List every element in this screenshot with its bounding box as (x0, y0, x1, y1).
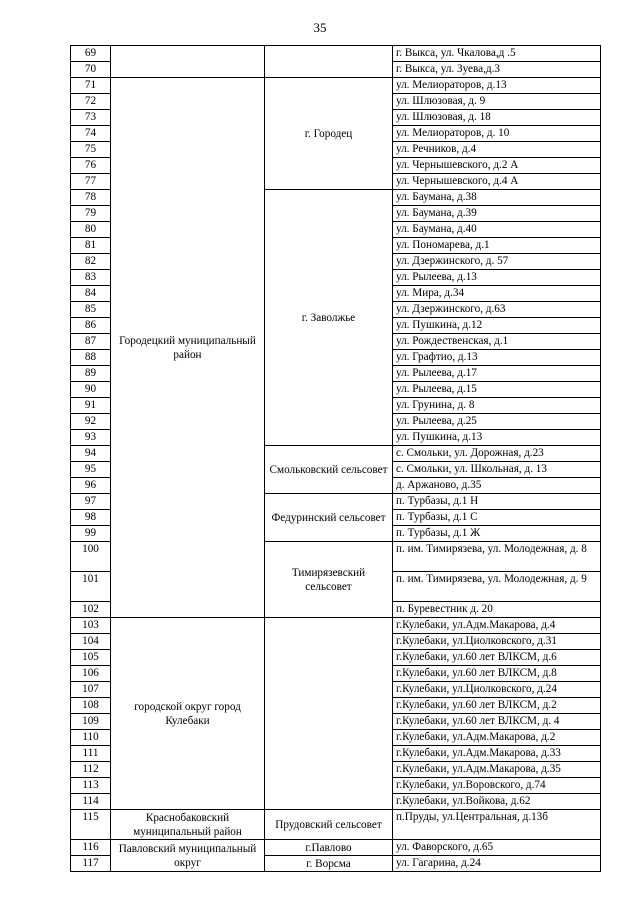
address-cell: с. Смольки, ул. Дорожная, д.23 (393, 446, 601, 462)
address-cell: г.Кулебаки, ул.Адм.Макарова, д.33 (393, 746, 601, 762)
address-cell: г.Кулебаки, ул.Адм.Макарова, д.4 (393, 618, 601, 634)
address-cell: ул. Грунина, д. 8 (393, 398, 601, 414)
row-number: 98 (71, 510, 111, 526)
row-number: 72 (71, 94, 111, 110)
address-cell: ул. Дзержинского, д. 57 (393, 254, 601, 270)
row-number: 109 (71, 714, 111, 730)
locality-cell: г. Городец (265, 78, 393, 190)
address-cell: ул. Речников, д.4 (393, 142, 601, 158)
row-number: 112 (71, 762, 111, 778)
row-number: 107 (71, 682, 111, 698)
address-cell: г.Кулебаки, ул.60 лет ВЛКСМ, д.2 (393, 698, 601, 714)
row-number: 86 (71, 318, 111, 334)
locality-cell: Прудовский сельсовет (265, 810, 393, 840)
address-cell: ул. Пономарева, д.1 (393, 238, 601, 254)
address-cell: г.Кулебаки, ул.60 лет ВЛКСМ, д.8 (393, 666, 601, 682)
row-number: 94 (71, 446, 111, 462)
row-number: 95 (71, 462, 111, 478)
address-cell: ул. Графтио, д.13 (393, 350, 601, 366)
address-cell: ул. Шлюзовая, д. 18 (393, 110, 601, 126)
address-cell: г.Кулебаки, ул.60 лет ВЛКСМ, д. 4 (393, 714, 601, 730)
address-cell: ул. Дзержинского, д.63 (393, 302, 601, 318)
row-number: 99 (71, 526, 111, 542)
region-cell: Краснобаковский муниципальный район (111, 810, 265, 840)
row-number: 79 (71, 206, 111, 222)
table-row (71, 46, 601, 62)
row-number: 73 (71, 110, 111, 126)
address-cell: д. Аржаново, д.35 (393, 478, 601, 494)
row-number: 103 (71, 618, 111, 634)
row-number: 91 (71, 398, 111, 414)
address-cell: п. Турбазы, д.1 Н (393, 494, 601, 510)
address-cell: ул. Рылеева, д.25 (393, 414, 601, 430)
polling-stations-table (70, 45, 601, 872)
address-cell: п. Турбазы, д.1 Ж (393, 526, 601, 542)
row-number: 104 (71, 634, 111, 650)
page-number: 35 (313, 20, 327, 35)
row-number: 78 (71, 190, 111, 206)
locality-cell: Смольковский сельсовет (265, 446, 393, 494)
locality-cell: г.Павлово (265, 840, 393, 856)
address-cell: г.Кулебаки, ул.Воровского, д.74 (393, 778, 601, 794)
address-cell: г. Выкса, ул. Чкалова,д .5 (393, 46, 601, 62)
address-cell: п. им. Тимирязева, ул. Молодежная, д. 8 (393, 542, 601, 572)
address-cell: ул. Рылеева, д.15 (393, 382, 601, 398)
address-cell: ул. Гагарина, д.24 (393, 856, 601, 872)
row-number: 115 (71, 810, 111, 840)
row-number: 102 (71, 602, 111, 618)
row-number: 90 (71, 382, 111, 398)
row-number: 71 (71, 78, 111, 94)
address-cell: п. Буревестник д. 20 (393, 602, 601, 618)
locality-cell: Федуринский сельсовет (265, 494, 393, 542)
address-cell: ул. Рождественская, д.1 (393, 334, 601, 350)
address-cell: ул. Баумана, д.38 (393, 190, 601, 206)
row-number: 106 (71, 666, 111, 682)
address-cell: с. Смольки, ул. Школьная, д. 13 (393, 462, 601, 478)
row-number: 70 (71, 62, 111, 78)
row-number: 113 (71, 778, 111, 794)
row-number: 93 (71, 430, 111, 446)
address-cell: ул. Баумана, д.40 (393, 222, 601, 238)
address-cell: ул. Чернышевского, д.2 А (393, 158, 601, 174)
row-number: 83 (71, 270, 111, 286)
row-number: 105 (71, 650, 111, 666)
table-row (71, 78, 601, 94)
row-number: 117 (71, 856, 111, 872)
row-number: 81 (71, 238, 111, 254)
row-number: 114 (71, 794, 111, 810)
row-number: 92 (71, 414, 111, 430)
locality-cell: Тимирязевский сельсовет (265, 542, 393, 618)
region-cell: Павловский муниципальный округ (111, 840, 265, 872)
row-number: 108 (71, 698, 111, 714)
address-cell: п. Турбазы, д.1 С (393, 510, 601, 526)
table-row (71, 840, 601, 856)
address-cell: г.Кулебаки, ул.Войкова, д.62 (393, 794, 601, 810)
row-number: 87 (71, 334, 111, 350)
region-cell: Городецкий муниципальный район (111, 78, 265, 618)
address-cell: г.Кулебаки, ул.Циолковского, д.24 (393, 682, 601, 698)
address-cell: п. им. Тимирязева, ул. Молодежная, д. 9 (393, 572, 601, 602)
row-number: 97 (71, 494, 111, 510)
address-cell: г. Выкса, ул. Зуева,д.3 (393, 62, 601, 78)
locality-cell: г. Заволжье (265, 190, 393, 446)
table-row (71, 618, 601, 634)
region-cell: городской округ город Кулебаки (111, 618, 265, 810)
row-number: 84 (71, 286, 111, 302)
locality-cell: г. Ворсма (265, 856, 393, 872)
address-cell: ул. Мелиораторов, д. 10 (393, 126, 601, 142)
row-number: 85 (71, 302, 111, 318)
row-number: 82 (71, 254, 111, 270)
region-cell (111, 46, 265, 78)
address-cell: ул. Мира, д.34 (393, 286, 601, 302)
locality-cell (265, 618, 393, 810)
row-number: 100 (71, 542, 111, 572)
address-cell: г.Кулебаки, ул.Адм.Макарова, д.35 (393, 762, 601, 778)
address-cell: п.Пруды, ул.Центральная, д.13б (393, 810, 601, 840)
address-cell: г.Кулебаки, ул.Циолковского, д.31 (393, 634, 601, 650)
row-number: 111 (71, 746, 111, 762)
address-cell: ул. Рылеева, д.17 (393, 366, 601, 382)
address-cell: ул. Рылеева, д.13 (393, 270, 601, 286)
row-number: 75 (71, 142, 111, 158)
table-body (71, 46, 601, 872)
row-number: 96 (71, 478, 111, 494)
row-number: 69 (71, 46, 111, 62)
address-cell: г.Кулебаки, ул.Адм.Макарова, д.2 (393, 730, 601, 746)
locality-cell (265, 46, 393, 78)
row-number: 89 (71, 366, 111, 382)
address-cell: ул. Чернышевского, д.4 А (393, 174, 601, 190)
row-number: 80 (71, 222, 111, 238)
table-row (71, 810, 601, 840)
row-number: 77 (71, 174, 111, 190)
row-number: 101 (71, 572, 111, 602)
address-cell: ул. Фаворского, д.65 (393, 840, 601, 856)
row-number: 74 (71, 126, 111, 142)
row-number: 116 (71, 840, 111, 856)
address-cell: ул. Шлюзовая, д. 9 (393, 94, 601, 110)
row-number: 110 (71, 730, 111, 746)
address-cell: ул. Мелиораторов, д.13 (393, 78, 601, 94)
address-cell: г.Кулебаки, ул.60 лет ВЛКСМ, д.6 (393, 650, 601, 666)
row-number: 88 (71, 350, 111, 366)
row-number: 76 (71, 158, 111, 174)
address-cell: ул. Баумана, д.39 (393, 206, 601, 222)
address-cell: ул. Пушкина, д.12 (393, 318, 601, 334)
address-cell: ул. Пушкина, д.13 (393, 430, 601, 446)
